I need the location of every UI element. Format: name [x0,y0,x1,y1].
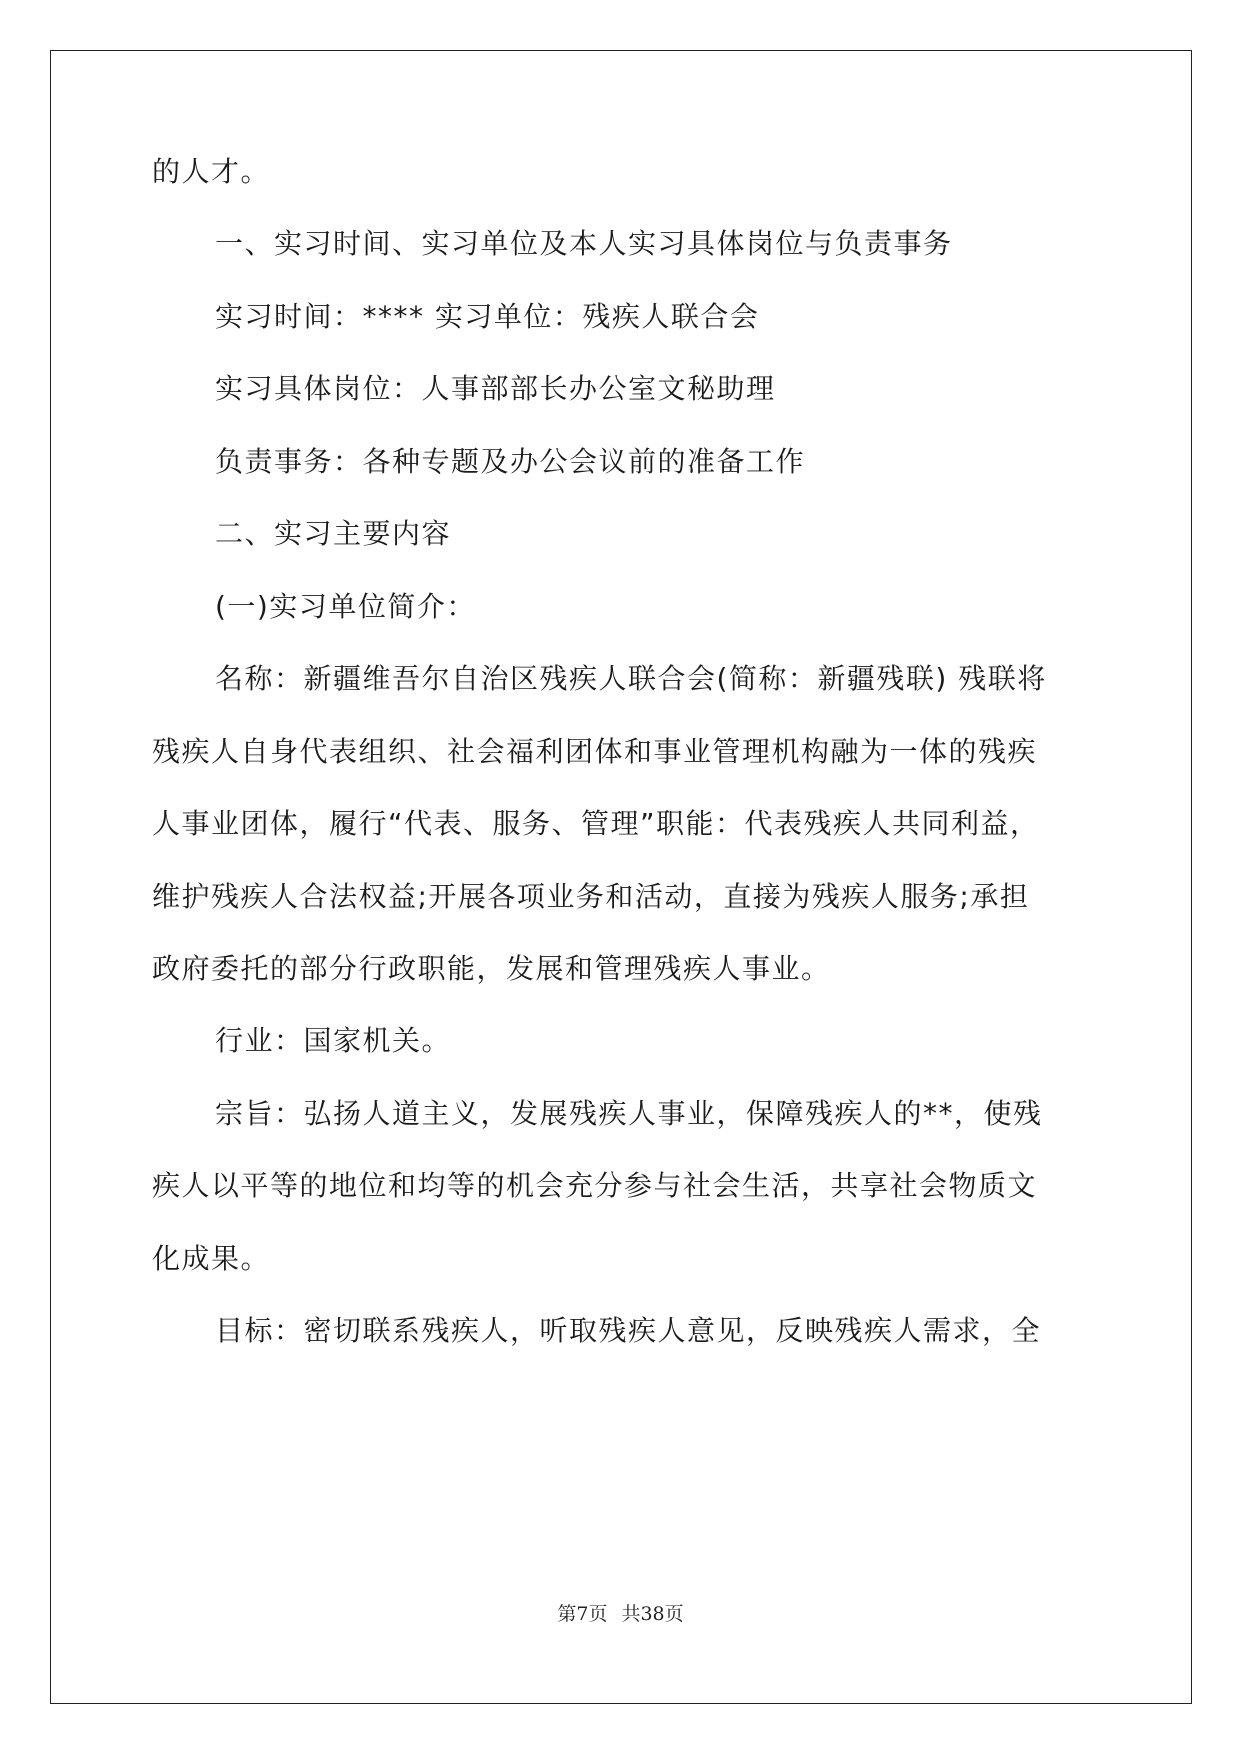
text-line: 负责事务：各种专题及办公会议前的准备工作 [215,445,806,478]
text-line: 实习具体岗位：人事部部长办公室文秘助理 [215,372,776,405]
section-heading: 二、实习主要内容 [215,517,452,550]
text-line: 残疾人自身代表组织、社会福利团体和事业管理机构融为一体的残疾 [152,735,1038,768]
text-line: 政府委托的部分行政职能，发展和管理残疾人事业。 [152,952,831,985]
text-line: 宗旨：弘扬人道主义，发展残疾人事业，保障残疾人的**，使残 [215,1097,1043,1130]
subsection-heading: (一)实习单位简介： [215,590,476,623]
text-line: 维护残疾人合法权益;开展各项业务和活动，直接为残疾人服务;承担 [152,880,1030,913]
text-line: 名称：新疆维吾尔自治区残疾人联合会(简称：新疆残联) 残联将 [215,662,1047,695]
section-heading: 一、实习时间、实习单位及本人实习具体岗位与负责事务 [215,227,953,260]
page-footer [0,1601,1241,1627]
page-number: 第7页 [557,1603,608,1625]
text-line: 的人才。 [152,155,271,188]
text-line: 疾人以平等的地位和均等的机会充分参与社会生活，共享社会物质文 [152,1169,1038,1202]
text-line: 人事业团体，履行“代表、服务、管理”职能：代表残疾人共同利益， [152,807,1040,840]
text-line: 行业：国家机关。 [215,1024,452,1057]
text-line: 实习时间：**** 实习单位：残疾人联合会 [215,300,760,333]
page-total: 共38页 [621,1603,684,1625]
text-line: 目标：密切联系残疾人，听取残疾人意见，反映残疾人需求，全 [215,1314,1042,1347]
text-line: 化成果。 [152,1242,271,1275]
